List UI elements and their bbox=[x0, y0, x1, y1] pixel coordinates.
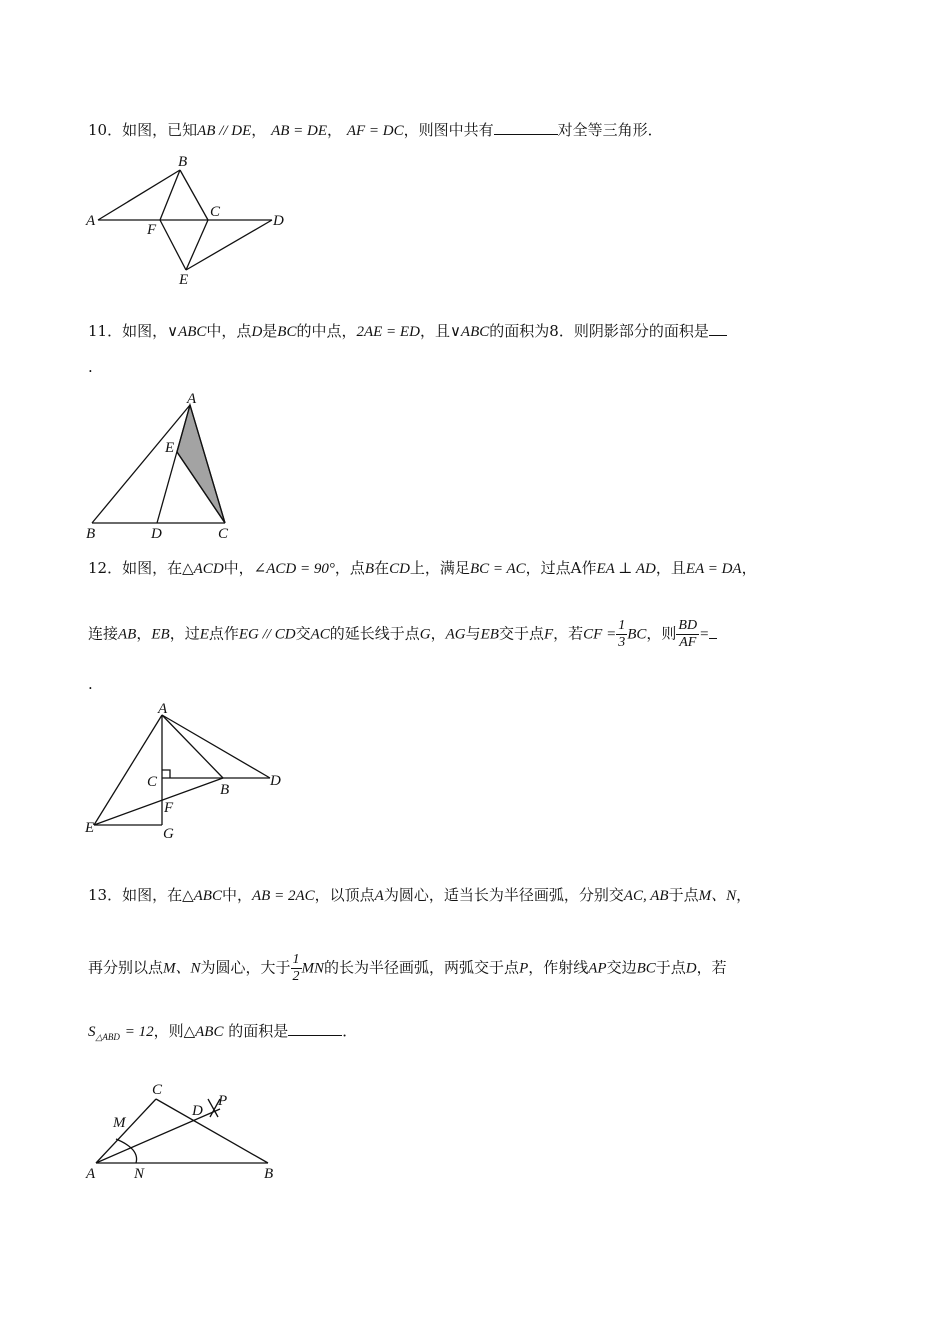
q12-line-ad bbox=[162, 715, 270, 778]
q13-l3-math-1: S bbox=[88, 1024, 96, 1040]
q12-l2-text-4: 点作 bbox=[208, 624, 239, 643]
q12-answer-blank[interactable] bbox=[709, 624, 717, 639]
q12-l2-math-4: EG // CD bbox=[238, 626, 296, 643]
q13-l2-text-6: 于点 bbox=[655, 958, 686, 977]
q12-math-7: EA = DA bbox=[685, 561, 742, 577]
q13-l3-math-2: = 12 bbox=[124, 1024, 154, 1040]
q12-l2-math-7: AG bbox=[445, 626, 466, 643]
q12-math-5: BC = AC bbox=[469, 561, 526, 577]
q13-math-3: A bbox=[374, 888, 384, 904]
q11-math-4: 2AE = ED bbox=[356, 324, 420, 340]
q12-l2-text-8: 与 bbox=[465, 624, 481, 643]
q12-l2-math-10: CF = bbox=[583, 626, 617, 643]
q13-l2-math-4: AP bbox=[588, 960, 607, 977]
q11-label-b: B bbox=[86, 526, 96, 542]
q13-text-6: ， bbox=[736, 886, 752, 904]
q10-label-e: E bbox=[179, 272, 189, 288]
q12-label-d: D bbox=[270, 773, 281, 789]
q12-text-8: ，且 bbox=[655, 559, 686, 577]
q10-number: 10． bbox=[88, 121, 123, 139]
q13-label-a: A bbox=[86, 1166, 96, 1182]
q12-frac1-num: 1 bbox=[618, 618, 626, 633]
q11-text-6: 的面积为 bbox=[489, 322, 550, 340]
q11-math-2: D bbox=[251, 324, 263, 340]
q12-figure bbox=[80, 700, 300, 845]
q13-line-cb bbox=[156, 1099, 268, 1163]
q11-line-ab bbox=[92, 405, 190, 523]
q13-fraction-one-half bbox=[291, 952, 302, 985]
q13-l2-text-1: 再分别以点 bbox=[88, 958, 164, 977]
q10-math-2: AB = DE bbox=[271, 123, 328, 139]
q12-l2-text-10: ，若 bbox=[553, 624, 584, 643]
q12-math-1: △ACD bbox=[182, 561, 224, 577]
q12-frac2-num: BD bbox=[678, 618, 698, 633]
q11-text-5: ，且 bbox=[419, 322, 450, 340]
q11-math-5: ∨ABC bbox=[449, 324, 490, 340]
q12-frac1-den: 3 bbox=[618, 635, 626, 650]
q12-point-a: A bbox=[570, 559, 582, 577]
q12-label-b: B bbox=[220, 782, 230, 798]
q10-line-ab bbox=[98, 170, 180, 220]
q11-number: 11． bbox=[88, 322, 123, 340]
q13-text-4: 为圆心，适当长为半径画弧，分别交 bbox=[383, 886, 624, 904]
q11-text-4: 的中点， bbox=[296, 322, 357, 340]
q10-math-1: AB // DE bbox=[197, 123, 252, 139]
q11-figure bbox=[80, 390, 250, 545]
q12-l2-text-7: ， bbox=[430, 624, 446, 643]
q13-l2-text-7: ，若 bbox=[696, 958, 727, 977]
q13-line-1 bbox=[88, 884, 751, 905]
q13-line-2 bbox=[88, 952, 727, 985]
q13-math-1: △ABC bbox=[182, 888, 222, 904]
q13-text-2: 中， bbox=[221, 886, 252, 904]
q12-l2-text-6: 的延长线于点 bbox=[329, 624, 420, 643]
q13-arc-p-1 bbox=[208, 1099, 218, 1117]
q11-math-1: ∨ABC bbox=[167, 324, 207, 340]
q13-text-5: 于点 bbox=[668, 886, 699, 904]
q11-area-value: 8 bbox=[549, 322, 559, 340]
q10-line-fe bbox=[160, 220, 186, 270]
q12-line-ab bbox=[162, 715, 223, 778]
q10-label-c: C bbox=[210, 204, 221, 220]
q10-text-4: ，则图中共有 bbox=[403, 121, 494, 139]
q13-math-5: M、N bbox=[698, 888, 737, 904]
q13-arc-mn bbox=[116, 1139, 137, 1163]
q12-l2-text-1: 连接 bbox=[88, 624, 119, 643]
q13-l2-text-3: 的长为半径画弧，两弧交于点 bbox=[324, 958, 520, 977]
q12-text-9: ， bbox=[741, 559, 757, 577]
q10-text-5: 对全等三角形． bbox=[557, 121, 663, 139]
q11-answer-blank[interactable] bbox=[709, 321, 727, 336]
q12-frac2-den: AF bbox=[679, 635, 697, 650]
q10-text-2: ， bbox=[251, 121, 267, 139]
q13-l2-text-4: ，作射线 bbox=[528, 958, 589, 977]
q13-text-1: 如图，在 bbox=[122, 886, 183, 904]
q10-text-3: ， bbox=[327, 121, 343, 139]
q13-l3-math-3: △ABC bbox=[183, 1024, 224, 1040]
q10-line-ce bbox=[186, 220, 208, 270]
q12-line-ae bbox=[94, 715, 162, 825]
q13-figure bbox=[80, 1075, 300, 1190]
q12-right-angle-mark bbox=[162, 770, 170, 778]
q12-label-e: E bbox=[85, 820, 95, 836]
q13-frac-den: 2 bbox=[292, 969, 300, 984]
q12-l2-math-5: AC bbox=[310, 626, 330, 643]
q11-label-c: C bbox=[218, 526, 229, 542]
q13-math-2: AB = 2AC bbox=[252, 888, 315, 904]
q10-label-b: B bbox=[178, 154, 188, 170]
q10-label-f: F bbox=[147, 222, 157, 238]
q10-text-1: 如图，已知 bbox=[122, 121, 198, 139]
q12-l2-text-11: ，则 bbox=[646, 624, 677, 643]
q12-math-2: ∠ACD = 90° bbox=[253, 561, 335, 577]
q12-l2-text-5: 交 bbox=[295, 624, 311, 643]
q10-line-bf bbox=[160, 170, 180, 220]
q10-line-bc bbox=[180, 170, 208, 220]
q10-label-d: D bbox=[273, 213, 284, 229]
q12-l2-math-12: = bbox=[699, 626, 710, 643]
q13-l2-math-6: D bbox=[685, 960, 697, 977]
q12-l2-math-1: AB bbox=[118, 626, 137, 643]
q13-l2-math-3: P bbox=[519, 960, 529, 977]
q10-label-a: A bbox=[86, 213, 96, 229]
q11-label-a: A bbox=[187, 391, 197, 407]
q13-label-m: M bbox=[113, 1115, 126, 1131]
q11-math-3: BC bbox=[277, 324, 297, 340]
q12-l2-math-2: EB bbox=[151, 626, 170, 643]
q10-figure bbox=[80, 150, 310, 290]
q13-frac-num: 1 bbox=[292, 952, 300, 967]
q11-label-d: D bbox=[151, 526, 162, 542]
q12-math-4: CD bbox=[389, 561, 410, 577]
q13-l3-text-3: ． bbox=[342, 1022, 358, 1040]
q12-line-1 bbox=[88, 557, 757, 578]
q12-l2-text-9: 交于点 bbox=[498, 624, 544, 643]
q11-shaded-region bbox=[177, 405, 225, 523]
q12-text-7: 作 bbox=[581, 559, 597, 577]
q12-text-5: 上，满足 bbox=[409, 559, 470, 577]
q12-fraction-bd-af bbox=[676, 618, 699, 651]
q12-text-6: ，过点 bbox=[525, 559, 571, 577]
q13-l3-subscript: △ABD bbox=[95, 1032, 120, 1042]
q12-label-c: C bbox=[147, 774, 158, 790]
q11-text-2: 中，点 bbox=[206, 322, 252, 340]
q13-l2-text-5: 交边 bbox=[606, 958, 637, 977]
q10-line-ed bbox=[186, 220, 272, 270]
q13-math-4: AC, AB bbox=[623, 888, 669, 904]
q13-label-n: N bbox=[134, 1166, 145, 1182]
q13-l2-math-5: BC bbox=[636, 960, 656, 977]
q13-label-p: P bbox=[218, 1093, 228, 1109]
q12-text-2: 中， bbox=[223, 559, 254, 577]
q11-text-1: 如图， bbox=[122, 322, 168, 340]
q13-line-3 bbox=[88, 1020, 357, 1043]
q12-l2-text-2: ， bbox=[136, 624, 152, 643]
q12-l2-math-3: E bbox=[199, 626, 209, 643]
q12-label-a: A bbox=[158, 701, 168, 717]
q12-fraction-one-third bbox=[616, 618, 627, 651]
q11-text-7: ．则阴影部分的面积是 bbox=[558, 322, 709, 340]
q13-l3-text-2: 的面积是 bbox=[228, 1022, 289, 1040]
q13-l2-text-2: 为圆心，大于 bbox=[200, 958, 291, 977]
q11-dot: . bbox=[88, 358, 93, 376]
q13-l2-math-2: MN bbox=[301, 960, 325, 977]
q12-text-4: 在 bbox=[374, 559, 390, 577]
q13-number: 13． bbox=[88, 886, 123, 904]
q11-label-e: E bbox=[165, 440, 175, 456]
q13-label-d: D bbox=[192, 1103, 203, 1119]
q10-math-3: AF = DC bbox=[346, 123, 404, 139]
q12-label-f: F bbox=[164, 800, 174, 816]
q12-l2-text-3: ，过 bbox=[169, 624, 200, 643]
q13-text-3: ，以顶点 bbox=[314, 886, 375, 904]
q13-l3-text-1: ，则 bbox=[153, 1022, 184, 1040]
q12-math-3: B bbox=[364, 561, 375, 577]
q12-l2-math-8: EB bbox=[480, 626, 499, 643]
q13-label-c: C bbox=[152, 1082, 163, 1098]
q12-label-g: G bbox=[163, 826, 174, 842]
q13-l2-math-1: M、N bbox=[163, 960, 201, 977]
q12-math-6: EA ⊥ AD bbox=[596, 561, 656, 577]
q12-l2-math-11: BC bbox=[627, 626, 647, 643]
q13-line-ac bbox=[96, 1099, 156, 1163]
q12-line-eb bbox=[94, 778, 223, 825]
q10-text bbox=[88, 119, 663, 140]
q12-text-1: 如图，在 bbox=[122, 559, 183, 577]
q12-dot: . bbox=[88, 675, 93, 693]
q12-text-3: ，点 bbox=[334, 559, 365, 577]
q12-number: 12． bbox=[88, 559, 123, 577]
q12-l2-math-6: G bbox=[419, 626, 431, 643]
q11-text bbox=[88, 320, 727, 341]
q12-line-2 bbox=[88, 618, 717, 651]
q12-l2-math-9: F bbox=[543, 626, 554, 643]
q13-answer-blank[interactable] bbox=[288, 1021, 342, 1036]
q11-text-3: 是 bbox=[262, 322, 278, 340]
q10-answer-blank[interactable] bbox=[494, 120, 558, 135]
q13-label-b: B bbox=[264, 1166, 274, 1182]
